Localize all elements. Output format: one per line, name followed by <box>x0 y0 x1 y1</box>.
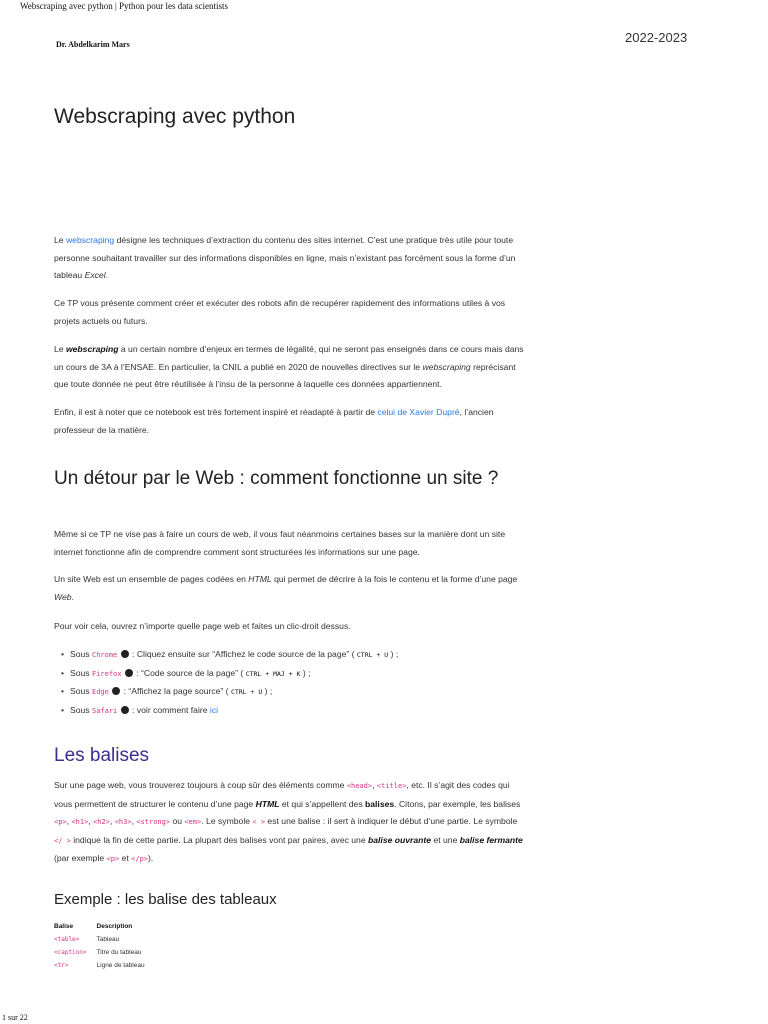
description-cell: Titre du tableau <box>96 949 142 956</box>
author-name: Dr. Abdelkarim Mars <box>56 40 130 49</box>
intro-paragraph-4: Enfin, il est à noter que ce notebook est très fortement inspiré et réadapté à partir de celui de Xavier Dupré, l’ancien professeur de la matière. <box>54 407 494 435</box>
academic-year: 2022-2023 <box>625 30 688 45</box>
webscraping-link[interactable]: webscraping <box>65 235 115 245</box>
document-title: Webscraping avec python | Python pour les data scientists <box>20 1 229 11</box>
intro-paragraph-3: Le webscraping a un certain nombre d’enjeux en termes de légalité, qui ne seront pas enseignés dans ce cours mais dans un cours de 3A à l’ENSAE. En particulier, la CNIL a publié en 2020 de nouvelles directives sur le webscraping reprécisant que toute donnée ne peut être réutilisée à l’insu de la personne à laquelle ces données appartiennent. <box>54 344 524 389</box>
chrome-icon <box>121 650 129 658</box>
web-paragraph-1: Même si ce TP ne vise pas à faire un cours de web, il vous faut néanmoins certaines bases sur la manière dont un site internet fonctionne afin de comprendre comment sont structurées les informations sur une page. <box>54 529 506 557</box>
web-paragraph-2: Un site Web est un ensemble de pages codées en HTML qui permet de décrire à la fois le contenu et la forme d’une page Web. <box>54 574 518 602</box>
column-header-description: Description <box>96 923 133 930</box>
column-header-balise: Balise <box>54 923 74 930</box>
tag-cell: <tr> <box>54 962 69 969</box>
list-item-safari: • Sous Safari : voir comment faire ici <box>70 702 540 721</box>
page-number: 1 sur 22 <box>2 1013 28 1022</box>
web-paragraph-3: Pour voir cela, ouvrez n’importe quelle page web et faites un clic-droit dessus. <box>54 621 351 631</box>
table-row <box>54 959 155 972</box>
firefox-icon <box>125 669 133 677</box>
section-balises-title: Les balises <box>54 745 150 766</box>
list-item-edge: • Sous Edge : “Affichez la page source” ( CTRL + U ) ; <box>70 683 540 702</box>
table-row <box>54 946 155 959</box>
table-header-row <box>54 920 155 933</box>
tags-table <box>54 920 155 972</box>
page-title: Webscraping avec python <box>54 105 296 128</box>
xavier-dupre-link[interactable]: celui de Xavier Dupré <box>377 407 460 417</box>
description-cell: Tableau <box>96 936 120 943</box>
intro-paragraph-2: Ce TP vous présente comment créer et exécuter des robots afin de recupérer rapidement des informations utiles à vos projets actuels ou futurs. <box>54 298 506 326</box>
tag-cell: <caption> <box>54 949 87 956</box>
balises-paragraph: Sur une page web, vous trouverez toujours à coup sûr des éléments comme <head>, <title>, etc. Il s’agit des codes qui vous permettent de structurer le contenu d’une page HTML et qui s’appellent des balises. Citons, par exemple, les balises <p>, <h1>, <h2>, <h3>, <strong> ou <em>. Le symbole < > est une balise : il sert à indiquer le début d’une partie. Le symbole </ > indique la fin de cette partie. La plupart des balises vont par paires, avec une balise ouvrante et une balise fermante (par exemple <p> et </p>). <box>54 780 523 863</box>
safari-help-link[interactable]: ici <box>209 704 219 715</box>
section-tables-title: Exemple : les balise des tableaux <box>54 891 277 908</box>
description-cell: Ligne de tableau <box>96 962 145 969</box>
safari-icon <box>121 706 129 714</box>
list-item-chrome: • Sous Chrome : Cliquez ensuite sur “Affichez le code source de la page” ( CTRL + U ) ; <box>70 646 540 665</box>
edge-icon <box>112 687 120 695</box>
tag-cell: <table> <box>54 936 80 943</box>
browser-list <box>54 646 540 720</box>
list-item-firefox: • Sous Firefox : “Code source de la page” ( CTRL + MAJ + K ) ; <box>70 665 540 684</box>
intro-paragraph-1: Le webscraping désigne les techniques d’extraction du contenu des sites internet. C’est une pratique très utile pour toute personne souhaitant travailler sur des informations disponibles en ligne, mais n’existant pas forcément sous la forme d’un tableau Excel. <box>54 235 516 280</box>
table-row <box>54 933 155 946</box>
section-web-title: Un détour par le Web : comment fonctionne un site ? <box>54 468 499 489</box>
